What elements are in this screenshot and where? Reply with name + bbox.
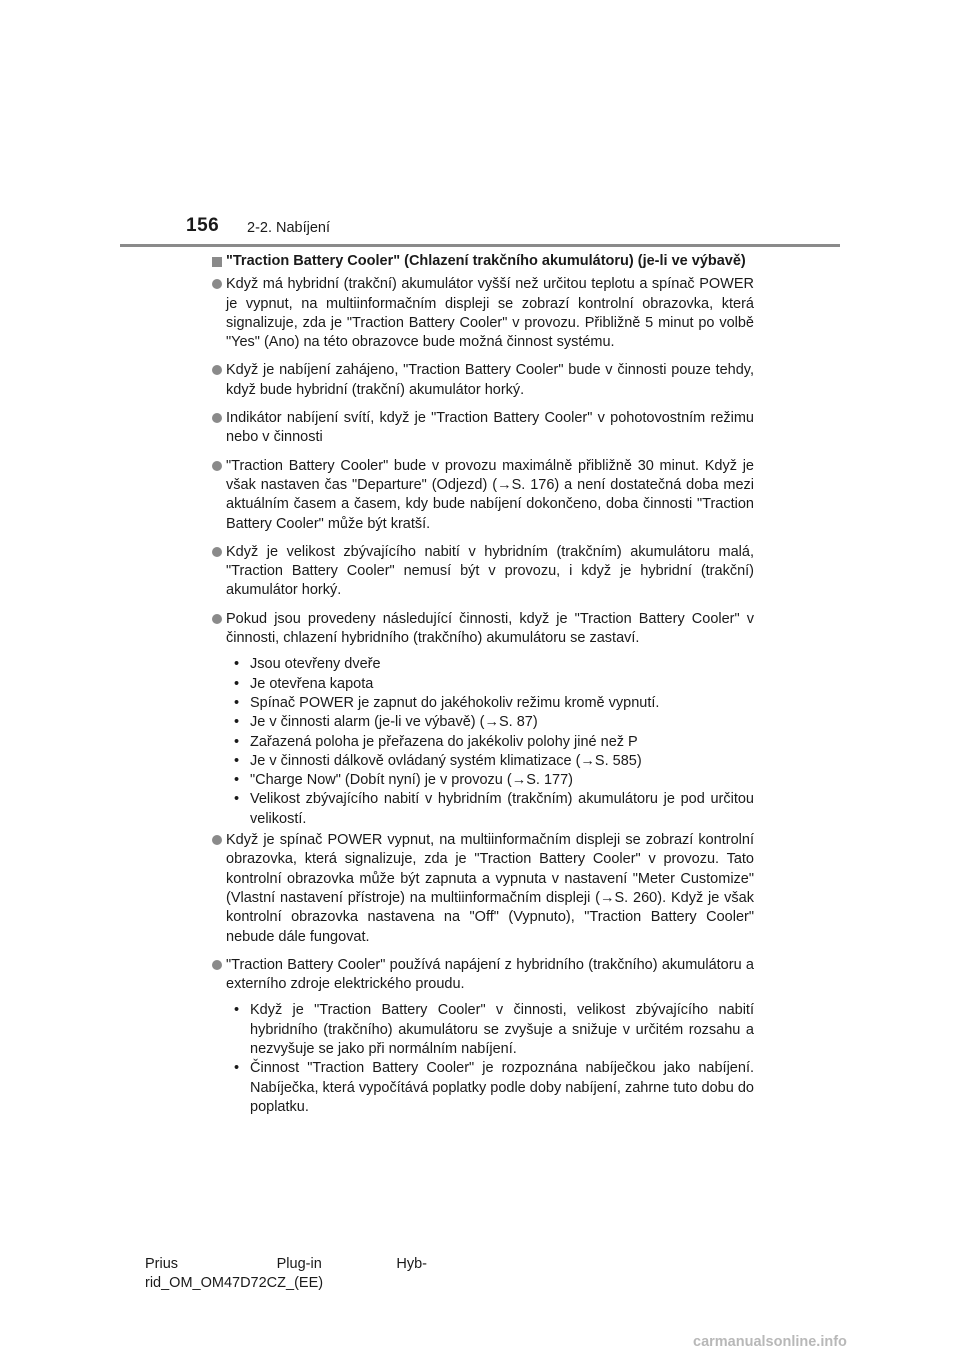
power-notes-list [226,1001,754,1117]
circle-bullet-icon [212,413,222,423]
page-content [212,252,754,1119]
sub-list-item [226,694,754,713]
sub-list-item [226,655,754,674]
sub-bullet-mark: • [234,1060,240,1077]
sub-list-item-text: Činnost "Traction Battery Cooler" je rozpoznána nabíječkou jako nabíjení. Nabíječka, která vypočítává poplatky podle doby nabíjení, zahrne tuto dobu do poplatku. [250,1060,754,1115]
sub-bullet-mark: • [234,752,240,769]
sub-list-item-text: Jsou otevřeny dveře [250,656,381,673]
sub-bullet-mark: • [234,772,240,789]
sub-list-item [226,771,754,790]
sub-list-item [226,1059,754,1117]
circle-bullet-icon [212,547,222,557]
sub-list-item [226,675,754,694]
list-item-text: Indikátor nabíjení svítí, když je "Traction Battery Cooler" v pohotovostním režimu nebo v činnosti [226,410,754,446]
list-item-text: Pokud jsou provedeny následující činnosti, když je "Traction Battery Cooler" v činnosti, chlazení hybridního (trakčního) akumulátoru se zastaví. [226,610,754,647]
sub-bullet-mark: • [234,733,240,750]
section-title: 2-2. Nabíjení [247,220,331,236]
circle-bullet-icon [212,365,222,375]
square-bullet-icon [212,257,222,267]
sub-list-item [226,733,754,752]
circle-bullet-icon [212,279,222,289]
sub-bullet-mark: • [234,675,240,692]
sub-list-item-text: Je v činnosti alarm (je-li ve výbavě) (→S. 87) [250,714,538,731]
header-divider [120,244,840,247]
list-item [212,831,754,947]
list-item [212,956,754,995]
footer-model-line [145,1255,427,1274]
circle-bullet-icon [212,835,222,845]
sub-list-item [226,1001,754,1059]
list-item-text: Když je spínač POWER vypnut, na multiinformačním displeji se zobrazí kontrolní obrazovka, která signalizuje, zda je "Traction Battery Cooler" v provozu. Tato kontrolní obrazovka může být zapnuta a vypnuta v nastavení "Meter Customize" (Vlastní nastavení přístroje) na multiinformačním displeji (→S. 260). Když je však kontrolní obrazovka nastavena na "Off" (Vypnuto), "Traction Battery Cooler" nebude dále fungovat. [226,832,754,945]
sub-list-item-text: Zařazená poloha je přeřazena do jakékoliv polohy jiné než P [250,733,638,750]
list-item [212,361,754,400]
sub-bullet-mark: • [234,656,240,673]
circle-bullet-icon [212,960,222,970]
footer-document-code: rid_OM_OM47D72CZ_(EE) [145,1275,324,1291]
sub-list-item [226,713,754,732]
list-item [212,275,754,352]
sub-bullet-mark: • [234,714,240,731]
page-footer [145,1255,427,1293]
list-item [212,457,754,534]
footer-word: Plug-in [276,1256,322,1272]
page-number: 156 [186,215,220,236]
sub-list-item-text: Velikost zbývajícího nabití v hybridním (trakčním) akumulátoru je pod určitou velikostí. [250,791,754,827]
section-heading-text: "Traction Battery Cooler" (Chlazení trakčního akumulátoru) (je-li ve výbavě) [226,253,746,269]
stop-conditions-list [226,655,754,829]
list-item-text: "Traction Battery Cooler" používá napájení z hybridního (trakčního) akumulátoru a externího zdroje elektrického proudu. [226,956,754,993]
sub-bullet-mark: • [234,694,240,711]
sub-list-item-text: Je v činnosti dálkově ovládaný systém klimatizace (→S. 585) [250,752,642,769]
footer-word: Hyb- [396,1256,427,1272]
footer-word: Prius [145,1256,179,1272]
sub-bullet-mark: • [234,791,240,808]
list-item-text: "Traction Battery Cooler" bude v provozu maximálně přibližně 30 minut. Když je však nastaven čas "Departure" (Odjezd) (→S. 176) a není dostatečná doba mezi aktuálním časem a časem, kdy bude nabíjení dokončeno, doba činnosti "Traction Battery Cooler" může být kratší. [226,457,754,532]
sub-list-item-text: Když je "Traction Battery Cooler" v činnosti, velikost zbývajícího nabití hybridního (trakčního) akumulátoru se zvyšuje a snižuje v určitém rozsahu a nezvyšuje se jako při normálním nabíjení. [250,1002,754,1057]
list-item-text: Když je nabíjení zahájeno, "Traction Battery Cooler" bude v činnosti pouze tehdy, když bude hybridní (trakční) akumulátor horký. [226,362,754,398]
list-item [212,543,754,601]
watermark: carmanualsonline.info [693,1334,847,1350]
list-item [212,610,754,649]
list-item-text: Když je velikost zbývajícího nabití v hybridním (trakčním) akumulátoru malá, "Traction Battery Cooler" nemusí být v provozu, i když je hybridní (trakční) akumulátor horký. [226,543,754,599]
circle-bullet-icon [212,614,222,624]
section-heading [212,252,754,271]
sub-list-item-text: Je otevřena kapota [250,675,374,692]
sub-list-item [226,790,754,829]
list-item [212,409,754,448]
page-header [0,0,960,250]
sub-bullet-mark: • [234,1002,240,1019]
sub-list-item [226,752,754,771]
circle-bullet-icon [212,461,222,471]
sub-list-item-text: "Charge Now" (Dobít nyní) je v provozu (→S. 177) [250,772,573,789]
sub-list-item-text: Spínač POWER je zapnut do jakéhokoliv režimu kromě vypnutí. [250,694,660,711]
list-item-text: Když má hybridní (trakční) akumulátor vyšší než určitou teplotu a spínač POWER je vypnut, na multiinformačním displeji se zobrazí kontrolní obrazovka, která signalizuje, zda je "Traction Battery Cooler" v provozu. Přibližně 5 minut po volbě "Yes" (Ano) na této obrazovce bude možná činnost systému. [226,276,754,351]
